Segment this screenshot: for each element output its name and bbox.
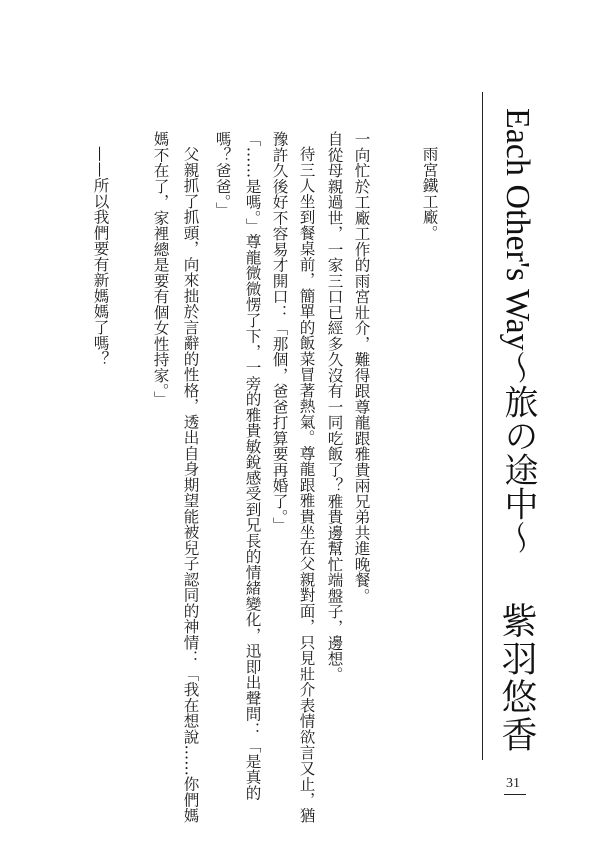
body-line: 雨宮鐵工廠。 — [420, 146, 439, 241]
body-line: ——所以我們要有新媽媽了嗎？ — [91, 146, 110, 367]
body-line: 待三人坐到餐桌前，簡單的飯菜冒著熱氣。尊龍跟雅貴坐在父親對面，只見壯介表情欲言又止，猶 — [297, 146, 316, 824]
author-name: 紫羽悠香 — [496, 602, 537, 754]
page-number: 31 — [506, 776, 520, 791]
body-line: 一向忙於工廠工作的雨宮壯介，難得跟尊龍跟雅貴兩兄弟共進晚餐。 — [352, 131, 371, 604]
title-divider — [482, 92, 483, 760]
body-line: 「……是嗎。」尊龍微微愣了下，一旁的雅貴敏銳感受到兄長的情緒變化，迅即出聲問：「是真的 — [243, 131, 262, 801]
body-line: 自從母親過世，一家三口已經多久沒有一同吃飯了？雅貴邊幫忙端盤子，邊想。 — [325, 131, 344, 683]
body-line: 豫許久後好不容易才開口：「那個，爸爸打算要再婚了。」 — [270, 131, 289, 533]
body-line: 媽不在了，家裡總是要有個女性持家。」 — [151, 131, 170, 407]
body-line: 嗎？爸爸。」 — [213, 131, 232, 218]
page-number-underline — [504, 794, 526, 795]
body-line: 父親抓了抓頭，向來拙於言辭的性格，透出自身期望能被兒子認同的神情：「我在想說……你們媽 — [181, 146, 200, 824]
chapter-title: Each Other's Way～旅の途中～ — [499, 108, 536, 555]
